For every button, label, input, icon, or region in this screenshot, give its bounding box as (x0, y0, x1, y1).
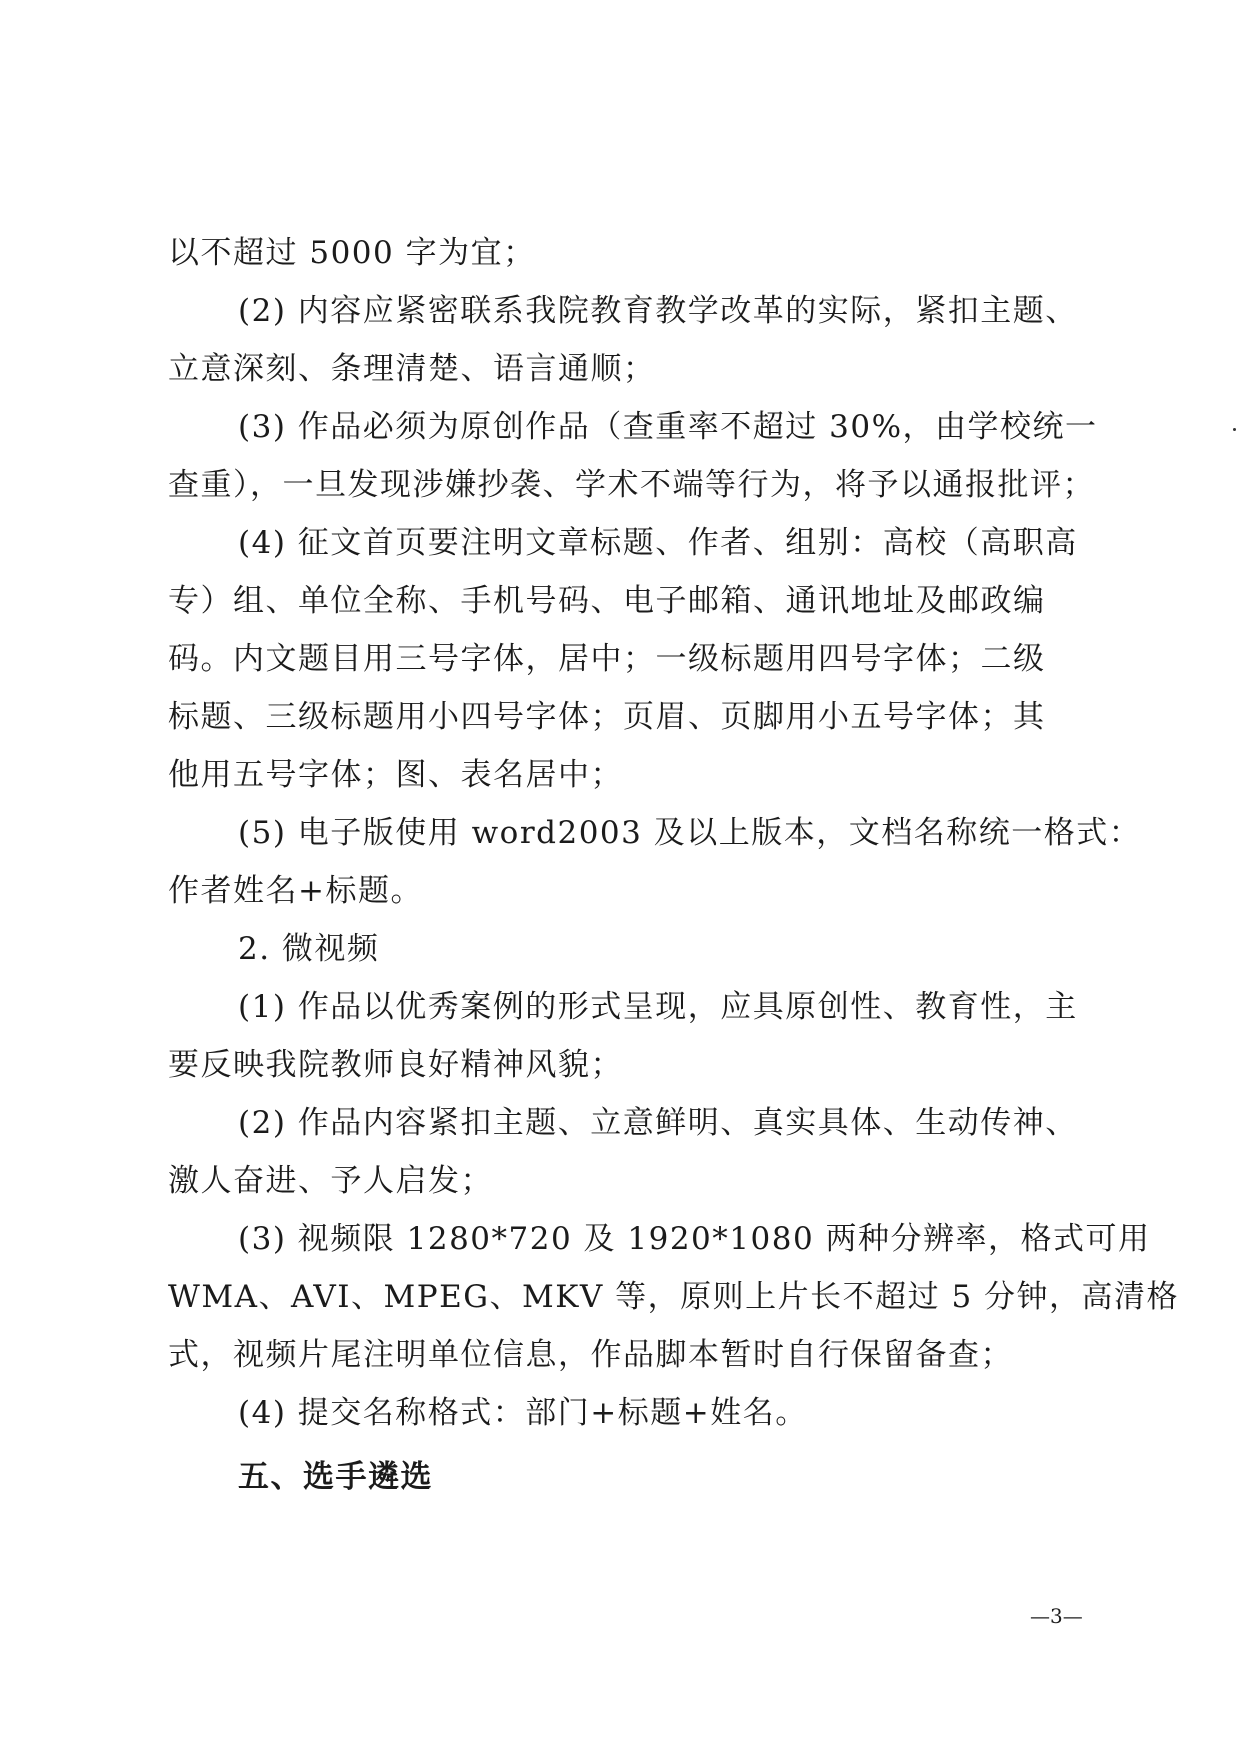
section-heading: 五、选手遴选 (238, 1459, 433, 1495)
text-line: (2) 作品内容紧扣主题、立意鲜明、真实具体、生动传神、 (238, 1105, 1078, 1141)
text-line: (3) 作品必须为原创作品（查重率不超过 30%，由学校统一 (238, 409, 1098, 445)
subsection-title: 2. 微视频 (238, 931, 380, 967)
text-line: 专）组、单位全称、手机号码、电子邮箱、通讯地址及邮政编 (168, 583, 1046, 619)
text-line: (5) 电子版使用 word2003 及以上版本，文档名称统一格式： (238, 815, 1142, 851)
document-body (168, 224, 1180, 1506)
text-line: (2) 内容应紧密联系我院教育教学改革的实际，紧扣主题、 (238, 293, 1078, 329)
text-line: 式，视频片尾注明单位信息，作品脚本暂时自行保留备查； (168, 1337, 1013, 1373)
scan-speck (1233, 428, 1236, 431)
text-line: (4) 提交名称格式：部门+标题+姓名。 (238, 1395, 808, 1431)
text-line: 他用五号字体；图、表名居中； (168, 757, 623, 793)
text-line: (4) 征文首页要注明文章标题、作者、组别：高校（高职高 (238, 525, 1078, 561)
text-line: 激人奋进、予人启发； (168, 1163, 493, 1199)
text-line: 要反映我院教师良好精神风貌； (168, 1047, 623, 1083)
text-line: (3) 视频限 1280*720 及 1920*1080 两种分辨率，格式可用 (238, 1221, 1151, 1257)
text-line: 以不超过 5000 字为宜； (168, 235, 536, 271)
text-line: WMA、AVI、MPEG、MKV 等，原则上片长不超过 5 分钟，高清格 (168, 1279, 1180, 1315)
page-number: —3— (1030, 1604, 1083, 1628)
text-line: 标题、三级标题用小四号字体；页眉、页脚用小五号字体；其 (168, 699, 1046, 735)
text-line: 立意深刻、条理清楚、语言通顺； (168, 351, 656, 387)
text-line: 查重），一旦发现涉嫌抄袭、学术不端等行为，将予以通报批评； (168, 467, 1095, 503)
text-line: (1) 作品以优秀案例的形式呈现，应具原创性、教育性，主 (238, 989, 1078, 1025)
text-line: 码。内文题目用三号字体，居中；一级标题用四号字体；二级 (168, 641, 1046, 677)
text-line: 作者姓名+标题。 (168, 873, 423, 909)
